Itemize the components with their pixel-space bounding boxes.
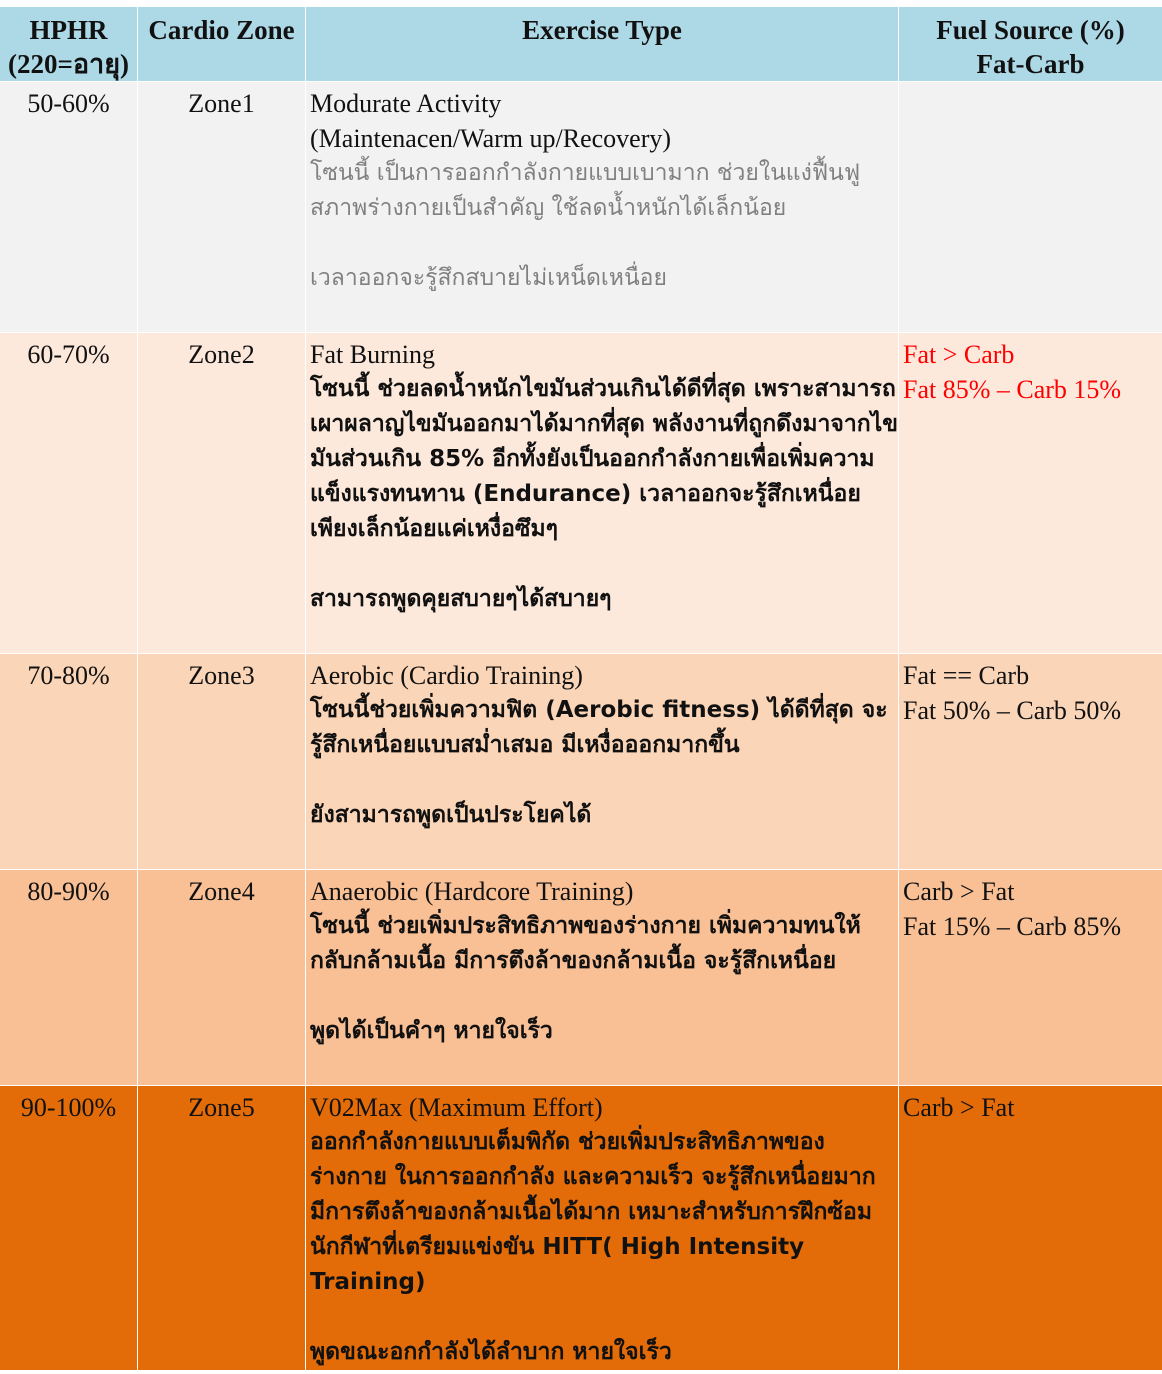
table-row-zone2 <box>0 332 1162 653</box>
table-row-zone4 <box>0 869 1162 1085</box>
zone-cell: Zone3 <box>138 654 306 869</box>
zone-cell: Zone5 <box>138 1086 306 1370</box>
header-fuel-source: Fuel Source (%) Fat-Carb <box>936 15 1125 79</box>
fuel-ratio: Fat == Carb <box>903 661 1030 690</box>
fuel-source-cell <box>899 333 1162 653</box>
exercise-title: Anaerobic (Hardcore Training) <box>310 877 634 906</box>
exercise-title: Fat Burning <box>310 340 435 369</box>
fuel-percent: Fat 50% – Carb 50% <box>903 696 1122 725</box>
fuel-source-cell <box>899 1086 1162 1370</box>
zone-cell: Zone1 <box>138 82 306 332</box>
exercise-type-cell <box>306 82 899 332</box>
table-row-zone1 <box>0 81 1162 332</box>
table-header-row <box>0 6 1162 81</box>
exercise-title: Aerobic (Cardio Training) <box>310 661 583 690</box>
hphr-cell: 60-70% <box>0 333 138 653</box>
table-row-zone3 <box>0 653 1162 869</box>
exercise-description: โซนนี้ ช่วยลดน้ำหนักไขมันส่วนเกินได้ดีที่สุด เพราะสามารถเผาผลาญไขมันออกมาได้มากที่สุด พลังงานที่ถูกดึงมาจากไขมันส่วนเกิน 85% อีกทั้งยังเป็นออกกำลังกายเพื่อเพิ่มความแข็งแรงทนทาน (Endurance) เวลาออกจะรู้สึกเหนื่อยเพียงเล็กน้อยแค่เหงื่อซึมๆ สามารถพูดคุยสบายๆได้สบายๆ <box>310 376 899 612</box>
fuel-percent: Fat 15% – Carb 85% <box>903 912 1122 941</box>
exercise-description: โซนนี้ ช่วยเพิ่มประสิทธิภาพของร่างกาย เพิ่มความทนให้กลับกล้ามเนื้อ มีการตึงล้าของกล้ามเนื้อ จะรู้สึกเหนื่อย พูดได้เป็นคำๆ หายใจเร็ว <box>310 913 861 1044</box>
fuel-source-cell <box>899 870 1162 1085</box>
heart-rate-zone-table <box>0 6 1162 1370</box>
fuel-source-cell <box>899 82 1162 332</box>
exercise-type-cell <box>306 1086 899 1370</box>
exercise-description: ออกกำลังกายแบบเต็มพิกัด ช่วยเพิ่มประสิทธิภาพของร่างกาย ในการออกกำลัง และความเร็ว จะรู้สึกเหนื่อยมาก มีการตึงล้าของกล้ามเนื้อได้มาก เหมาะสำหรับการฝึกซ้อมนักกีฬาที่เตรียมแข่งขัน HITT( High Intensity Training) พูดขณะอกกำลังได้ลำบาก หายใจเร็ว <box>310 1129 876 1365</box>
fuel-ratio: Fat > Carb <box>903 340 1015 369</box>
hphr-cell: 50-60% <box>0 82 138 332</box>
exercise-title: Modurate Activity (Maintenacen/Warm up/Recovery) <box>310 89 672 153</box>
fuel-percent: Fat 85% – Carb 15% <box>903 375 1122 404</box>
exercise-type-cell <box>306 870 899 1085</box>
hphr-cell: 80-90% <box>0 870 138 1085</box>
fuel-ratio: Carb > Fat <box>903 877 1015 906</box>
fuel-source-cell <box>899 654 1162 869</box>
hphr-cell: 70-80% <box>0 654 138 869</box>
hphr-cell: 90-100% <box>0 1086 138 1370</box>
exercise-type-cell <box>306 333 899 653</box>
exercise-type-cell <box>306 654 899 869</box>
zone-cell: Zone4 <box>138 870 306 1085</box>
header-exercise-type: Exercise Type <box>306 7 899 81</box>
exercise-title: V02Max (Maximum Effort) <box>310 1093 603 1122</box>
table-row-zone5 <box>0 1085 1162 1370</box>
fuel-ratio: Carb > Fat <box>903 1093 1015 1122</box>
exercise-description: โซนนี้ช่วยเพิ่มความฟิต (Aerobic fitness) ได้ดีที่สุด จะรู้สึกเหนื่อยแบบสม่ำเสมอ มีเหงื่อออกมากขึ้น ยังสามารถพูดเป็นประโยคได้ <box>310 697 888 828</box>
header-cardio-zone: Cardio Zone <box>138 7 306 81</box>
zone-cell: Zone2 <box>138 333 306 653</box>
header-hphr: HPHR (220=อายุ) <box>0 7 138 81</box>
exercise-description: โซนนี้ เป็นการออกกำลังกายแบบเบามาก ช่วยในแง่ฟื้นฟูสภาพร่างกายเป็นสำคัญ ใช้ลดน้ำหนักได้เล็กน้อย เวลาออกจะรู้สึกสบายไม่เหน็ดเหนื่อย <box>310 160 861 291</box>
